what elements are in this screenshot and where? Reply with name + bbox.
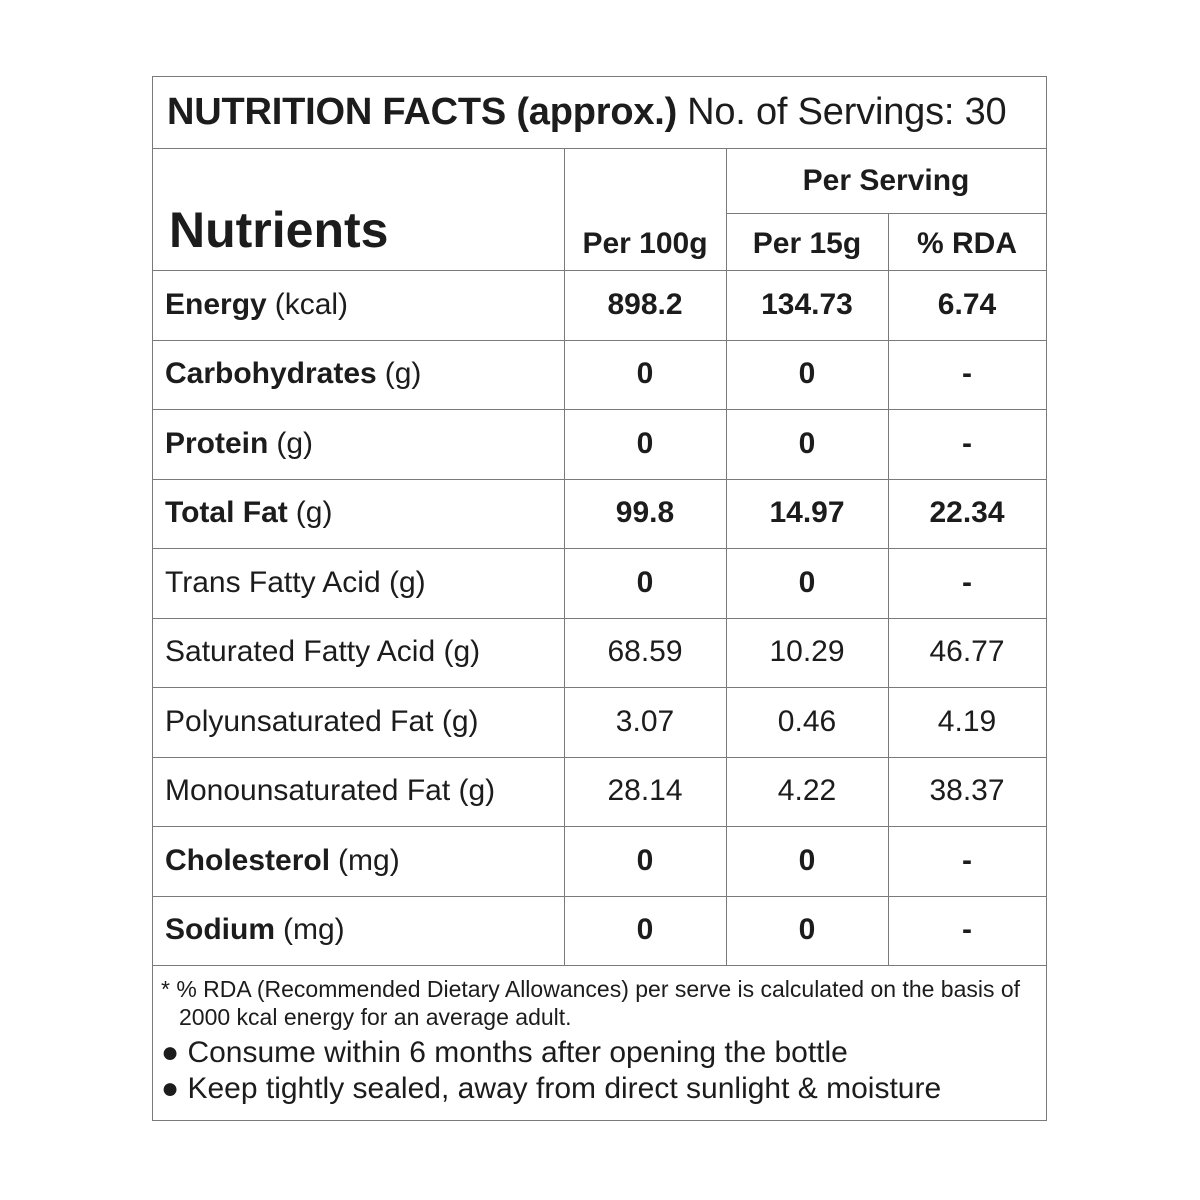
per-15g-value: 0 <box>798 565 816 599</box>
per-100g-value: 0 <box>636 843 654 877</box>
per-100g-value: 0 <box>636 913 654 947</box>
per-15g-value: 0 <box>798 843 816 877</box>
nutrient-label: Sodium <box>165 913 275 947</box>
nutrient-unit: (g) <box>276 426 314 460</box>
nutrient-name <box>165 896 565 966</box>
per-100g-value: 68.59 <box>607 635 683 669</box>
per-serving-divider <box>726 213 1046 214</box>
rda-value: 38.37 <box>929 774 1005 808</box>
nutrient-name <box>165 340 565 410</box>
nutrient-unit: (mg) <box>283 913 345 947</box>
per-serving-header: Per Serving <box>802 164 970 197</box>
per-15g-value: 0 <box>798 913 816 947</box>
nutrient-name <box>165 687 565 757</box>
nutrient-label: Polyunsaturated Fat (g) <box>165 704 479 738</box>
per-100g-value: 3.07 <box>615 704 675 738</box>
nutrient-label: Energy <box>165 287 267 321</box>
servings-count: No. of Servings: 30 <box>687 91 1007 133</box>
nutrient-label: Carbohydrates <box>165 357 377 391</box>
notes-section <box>161 975 1041 1107</box>
rda-value: - <box>962 426 972 460</box>
per-100g-value: 0 <box>636 426 654 460</box>
title-bold: NUTRITION FACTS (approx.) <box>167 91 678 133</box>
nutrient-label: Saturated Fatty Acid (g) <box>165 635 481 669</box>
storage-note-1: ● Consume within 6 months after opening the bottle <box>161 1036 848 1069</box>
rda-value: - <box>962 913 972 947</box>
nutrient-unit: (mg) <box>338 843 400 877</box>
nutrient-name <box>165 618 565 688</box>
per-15g-value: 0 <box>798 426 816 460</box>
nutrient-name <box>165 548 565 618</box>
rda-value: - <box>962 357 972 391</box>
per-100g-value: 898.2 <box>607 287 683 321</box>
per-15g-value: 10.29 <box>769 635 845 669</box>
nutrients-heading: Nutrients <box>169 202 389 258</box>
rda-value: - <box>962 565 972 599</box>
nutrition-facts-panel <box>152 76 1047 1121</box>
nutrient-label: Monounsaturated Fat (g) <box>165 774 496 808</box>
nutrient-label: Trans Fatty Acid (g) <box>165 565 426 599</box>
rda-value: 46.77 <box>929 635 1005 669</box>
nutrient-unit: (g) <box>384 357 422 391</box>
nutrient-unit: (kcal) <box>274 287 349 321</box>
per-100g-header: Per 100g <box>582 227 708 260</box>
per-100g-value: 0 <box>636 357 654 391</box>
per-15g-value: 14.97 <box>769 496 845 530</box>
nutrient-name <box>165 409 565 479</box>
nutrient-label: Cholesterol <box>165 843 331 877</box>
per-15g-value: 0.46 <box>777 704 837 738</box>
per-100g-value: 99.8 <box>615 496 675 530</box>
nutrient-label: Protein <box>165 426 269 460</box>
nutrient-name <box>165 826 565 896</box>
row-divider <box>153 965 1046 966</box>
per-15g-value: 4.22 <box>777 774 837 808</box>
rda-value: 22.34 <box>929 496 1005 530</box>
rda-footnote: * % RDA (Recommended Dietary Allowances) per serve is calculated on the basis of 2000 kcal energy for an average adult. <box>161 976 1021 1030</box>
per-100g-value: 28.14 <box>607 774 683 808</box>
per-15g-value: 0 <box>798 357 816 391</box>
per-100g-value: 0 <box>636 565 654 599</box>
nutrient-name <box>165 479 565 549</box>
rda-value: - <box>962 843 972 877</box>
nutrient-name <box>165 270 565 340</box>
nutrient-unit: (g) <box>295 496 333 530</box>
storage-note-2: ● Keep tightly sealed, away from direct sunlight & moisture <box>161 1072 942 1105</box>
per-15g-header: Per 15g <box>752 227 862 260</box>
rda-value: 4.19 <box>937 704 997 738</box>
rda-value: 6.74 <box>937 287 997 321</box>
per-15g-value: 134.73 <box>761 287 853 321</box>
title-row <box>153 77 1046 149</box>
nutrient-name <box>165 757 565 827</box>
nutrient-label: Total Fat <box>165 496 288 530</box>
rda-header: % RDA <box>916 227 1017 260</box>
